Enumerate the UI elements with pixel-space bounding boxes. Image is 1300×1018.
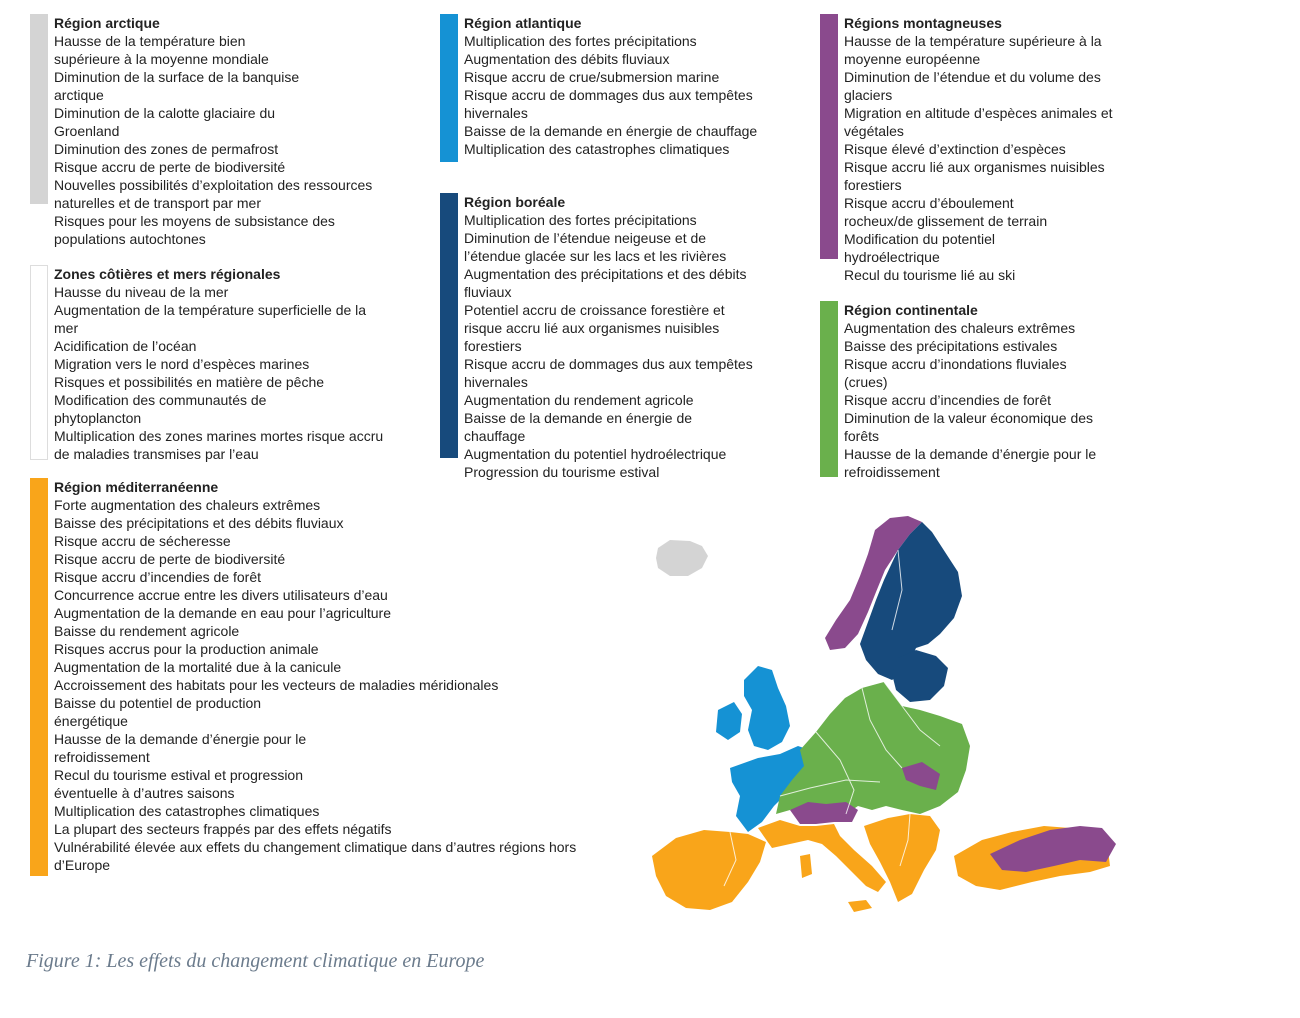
map-region-atlantic-britain: [744, 666, 790, 750]
list-item: Risques accrus pour la production animale: [54, 641, 319, 657]
list-item: Forte augmentation des chaleurs extrêmes: [54, 497, 321, 513]
list-item: Diminution de la valeur économique des forêts: [844, 410, 1094, 444]
list-item: Migration vers le nord d’espèces marines: [54, 356, 310, 372]
coastal-region-block: [30, 265, 410, 465]
atlantic-color-bar: [440, 14, 458, 162]
list-item: Diminution de l’étendue et du volume des glaciers: [844, 69, 1101, 103]
mediterranean-title: Région méditerranéenne: [54, 479, 219, 495]
list-item: Diminution de la calotte glaciaire du Groenland: [54, 105, 276, 139]
list-item: Multiplication des fortes précipitations: [464, 33, 697, 49]
list-item: Risque accru d’éboulement rocheux/de glissement de terrain: [844, 195, 1048, 229]
continental-region-block: [820, 301, 1160, 481]
mediterranean-color-bar: [30, 478, 48, 876]
boreal-title: Région boréale: [464, 194, 566, 210]
list-item: Progression du tourisme estival: [464, 464, 660, 480]
map-region-iceland: [656, 540, 708, 576]
list-item: Migration en altitude d’espèces animales et végétales: [844, 105, 1113, 139]
list-item: Hausse de la température bien supérieure à la moyenne mondiale: [54, 33, 269, 67]
list-item: Risque accru d’incendies de forêt: [844, 392, 1052, 408]
list-item: Hausse de la température supérieure à la moyenne européenne: [844, 33, 1102, 67]
list-item: Augmentation du rendement agricole: [464, 392, 694, 408]
map-region-boreal-baltic: [892, 650, 948, 702]
list-item: Multiplication des zones marines mortes risque accru de maladies transmises par l’eau: [54, 428, 384, 462]
list-item: Augmentation des précipitations et des débits fluviaux: [464, 266, 747, 300]
map-region-mediterranean-sicily: [848, 900, 872, 912]
list-item: Nouvelles possibilités d’exploitation des ressources naturelles et de transport par mer: [54, 177, 373, 211]
list-item: Risque accru de perte de biodiversité: [54, 551, 286, 567]
coastal-color-bar: [30, 265, 48, 460]
atlantic-title: Région atlantique: [464, 15, 582, 31]
figure-caption: Figure 1: Les effets du changement climatique en Europe: [26, 950, 485, 972]
list-item: Risque accru de dommages dus aux tempêtes hivernales: [464, 356, 753, 390]
list-item: Recul du tourisme estival et progression éventuelle à d’autres saisons: [54, 767, 304, 801]
list-item: Baisse de la demande en énergie de chauffage: [464, 410, 693, 444]
list-item: Diminution de la surface de la banquise arctique: [54, 69, 300, 103]
list-item: Baisse du potentiel de production énergétique: [54, 695, 262, 729]
map-region-atlantic-ireland: [716, 702, 742, 740]
list-item: Hausse de la demande d’énergie pour le refroidissement: [54, 731, 307, 765]
list-item: Multiplication des catastrophes climatiques: [464, 141, 730, 157]
map-region-continental: [776, 682, 970, 814]
boreal-list: [464, 211, 800, 481]
list-item: Multiplication des catastrophes climatiques: [54, 803, 320, 819]
list-item: Risque accru de sécheresse: [54, 533, 231, 549]
list-item: Augmentation des chaleurs extrêmes: [844, 320, 1076, 336]
list-item: Risque accru de crue/submersion marine: [464, 69, 720, 85]
list-item: Baisse du rendement agricole: [54, 623, 240, 639]
arctic-list: [54, 32, 410, 248]
list-item: Risques et possibilités en matière de pêche: [54, 374, 325, 390]
list-item: Risque accru d’incendies de forêt: [54, 569, 262, 585]
atlantic-region-block: [440, 14, 800, 164]
list-item: Acidification de l’océan: [54, 338, 197, 354]
atlantic-list: [464, 32, 800, 158]
list-item: Hausse de la demande d’énergie pour le refroidissement: [844, 446, 1097, 480]
continental-list: [844, 319, 1160, 481]
list-item: Modification des communautés de phytoplancton: [54, 392, 267, 426]
arctic-region-block: [30, 14, 410, 250]
list-item: Vulnérabilité élevée aux effets du changement climatique dans d’autres régions hors d’Europe: [54, 839, 577, 873]
list-item: Risque accru de dommages dus aux tempêtes hivernales: [464, 87, 753, 121]
list-item: Risque élevé d’extinction d’espèces: [844, 141, 1066, 157]
list-item: Accroissement des habitats pour les vecteurs de maladies méridionales: [54, 677, 499, 693]
list-item: Concurrence accrue entre les divers utilisateurs d’eau: [54, 587, 388, 603]
mediterranean-list: [54, 496, 620, 874]
boreal-region-block: [440, 193, 800, 483]
list-item: Modification du potentiel hydroélectrique: [844, 231, 995, 265]
list-item: Baisse des précipitations estivales: [844, 338, 1058, 354]
europe-climate-regions-map: [640, 510, 1130, 930]
list-item: Augmentation des débits fluviaux: [464, 51, 670, 67]
list-item: Augmentation de la mortalité due à la canicule: [54, 659, 342, 675]
arctic-color-bar: [30, 14, 48, 204]
mountain-list: [844, 32, 1160, 284]
continental-color-bar: [820, 301, 838, 477]
list-item: Risques pour les moyens de subsistance des populations autochtones: [54, 213, 335, 247]
coastal-list: [54, 283, 410, 463]
list-item: Diminution de l’étendue neigeuse et de l’étendue glacée sur les lacs et les rivières: [464, 230, 727, 264]
mountain-region-block: [820, 14, 1160, 284]
coastal-title: Zones côtières et mers régionales: [54, 266, 281, 282]
map-region-mediterranean-iberia: [652, 830, 766, 910]
list-item: Multiplication des fortes précipitations: [464, 212, 697, 228]
list-item: Diminution des zones de permafrost: [54, 141, 279, 157]
mediterranean-region-block: [30, 478, 620, 878]
list-item: Baisse des précipitations et des débits fluviaux: [54, 515, 344, 531]
list-item: Augmentation du potentiel hydroélectrique: [464, 446, 727, 462]
list-item: Risque accru d’inondations fluviales (crues): [844, 356, 1067, 390]
mountain-title: Régions montagneuses: [844, 15, 1002, 31]
arctic-title: Région arctique: [54, 15, 160, 31]
list-item: Hausse du niveau de la mer: [54, 284, 229, 300]
list-item: La plupart des secteurs frappés par des effets négatifs: [54, 821, 392, 837]
list-item: Risque accru de perte de biodiversité: [54, 159, 286, 175]
list-item: Recul du tourisme lié au ski: [844, 267, 1016, 283]
mountain-color-bar: [820, 14, 838, 259]
list-item: Baisse de la demande en énergie de chauffage: [464, 123, 758, 139]
continental-title: Région continentale: [844, 302, 978, 318]
list-item: Risque accru lié aux organismes nuisibles forestiers: [844, 159, 1105, 193]
boreal-color-bar: [440, 193, 458, 458]
map-region-mediterranean-sardinia: [800, 854, 812, 878]
list-item: Potentiel accru de croissance forestière et risque accru lié aux organismes nuisibles forestiers: [464, 302, 725, 354]
list-item: Augmentation de la température superficielle de la mer: [54, 302, 367, 336]
list-item: Augmentation de la demande en eau pour l’agriculture: [54, 605, 392, 621]
